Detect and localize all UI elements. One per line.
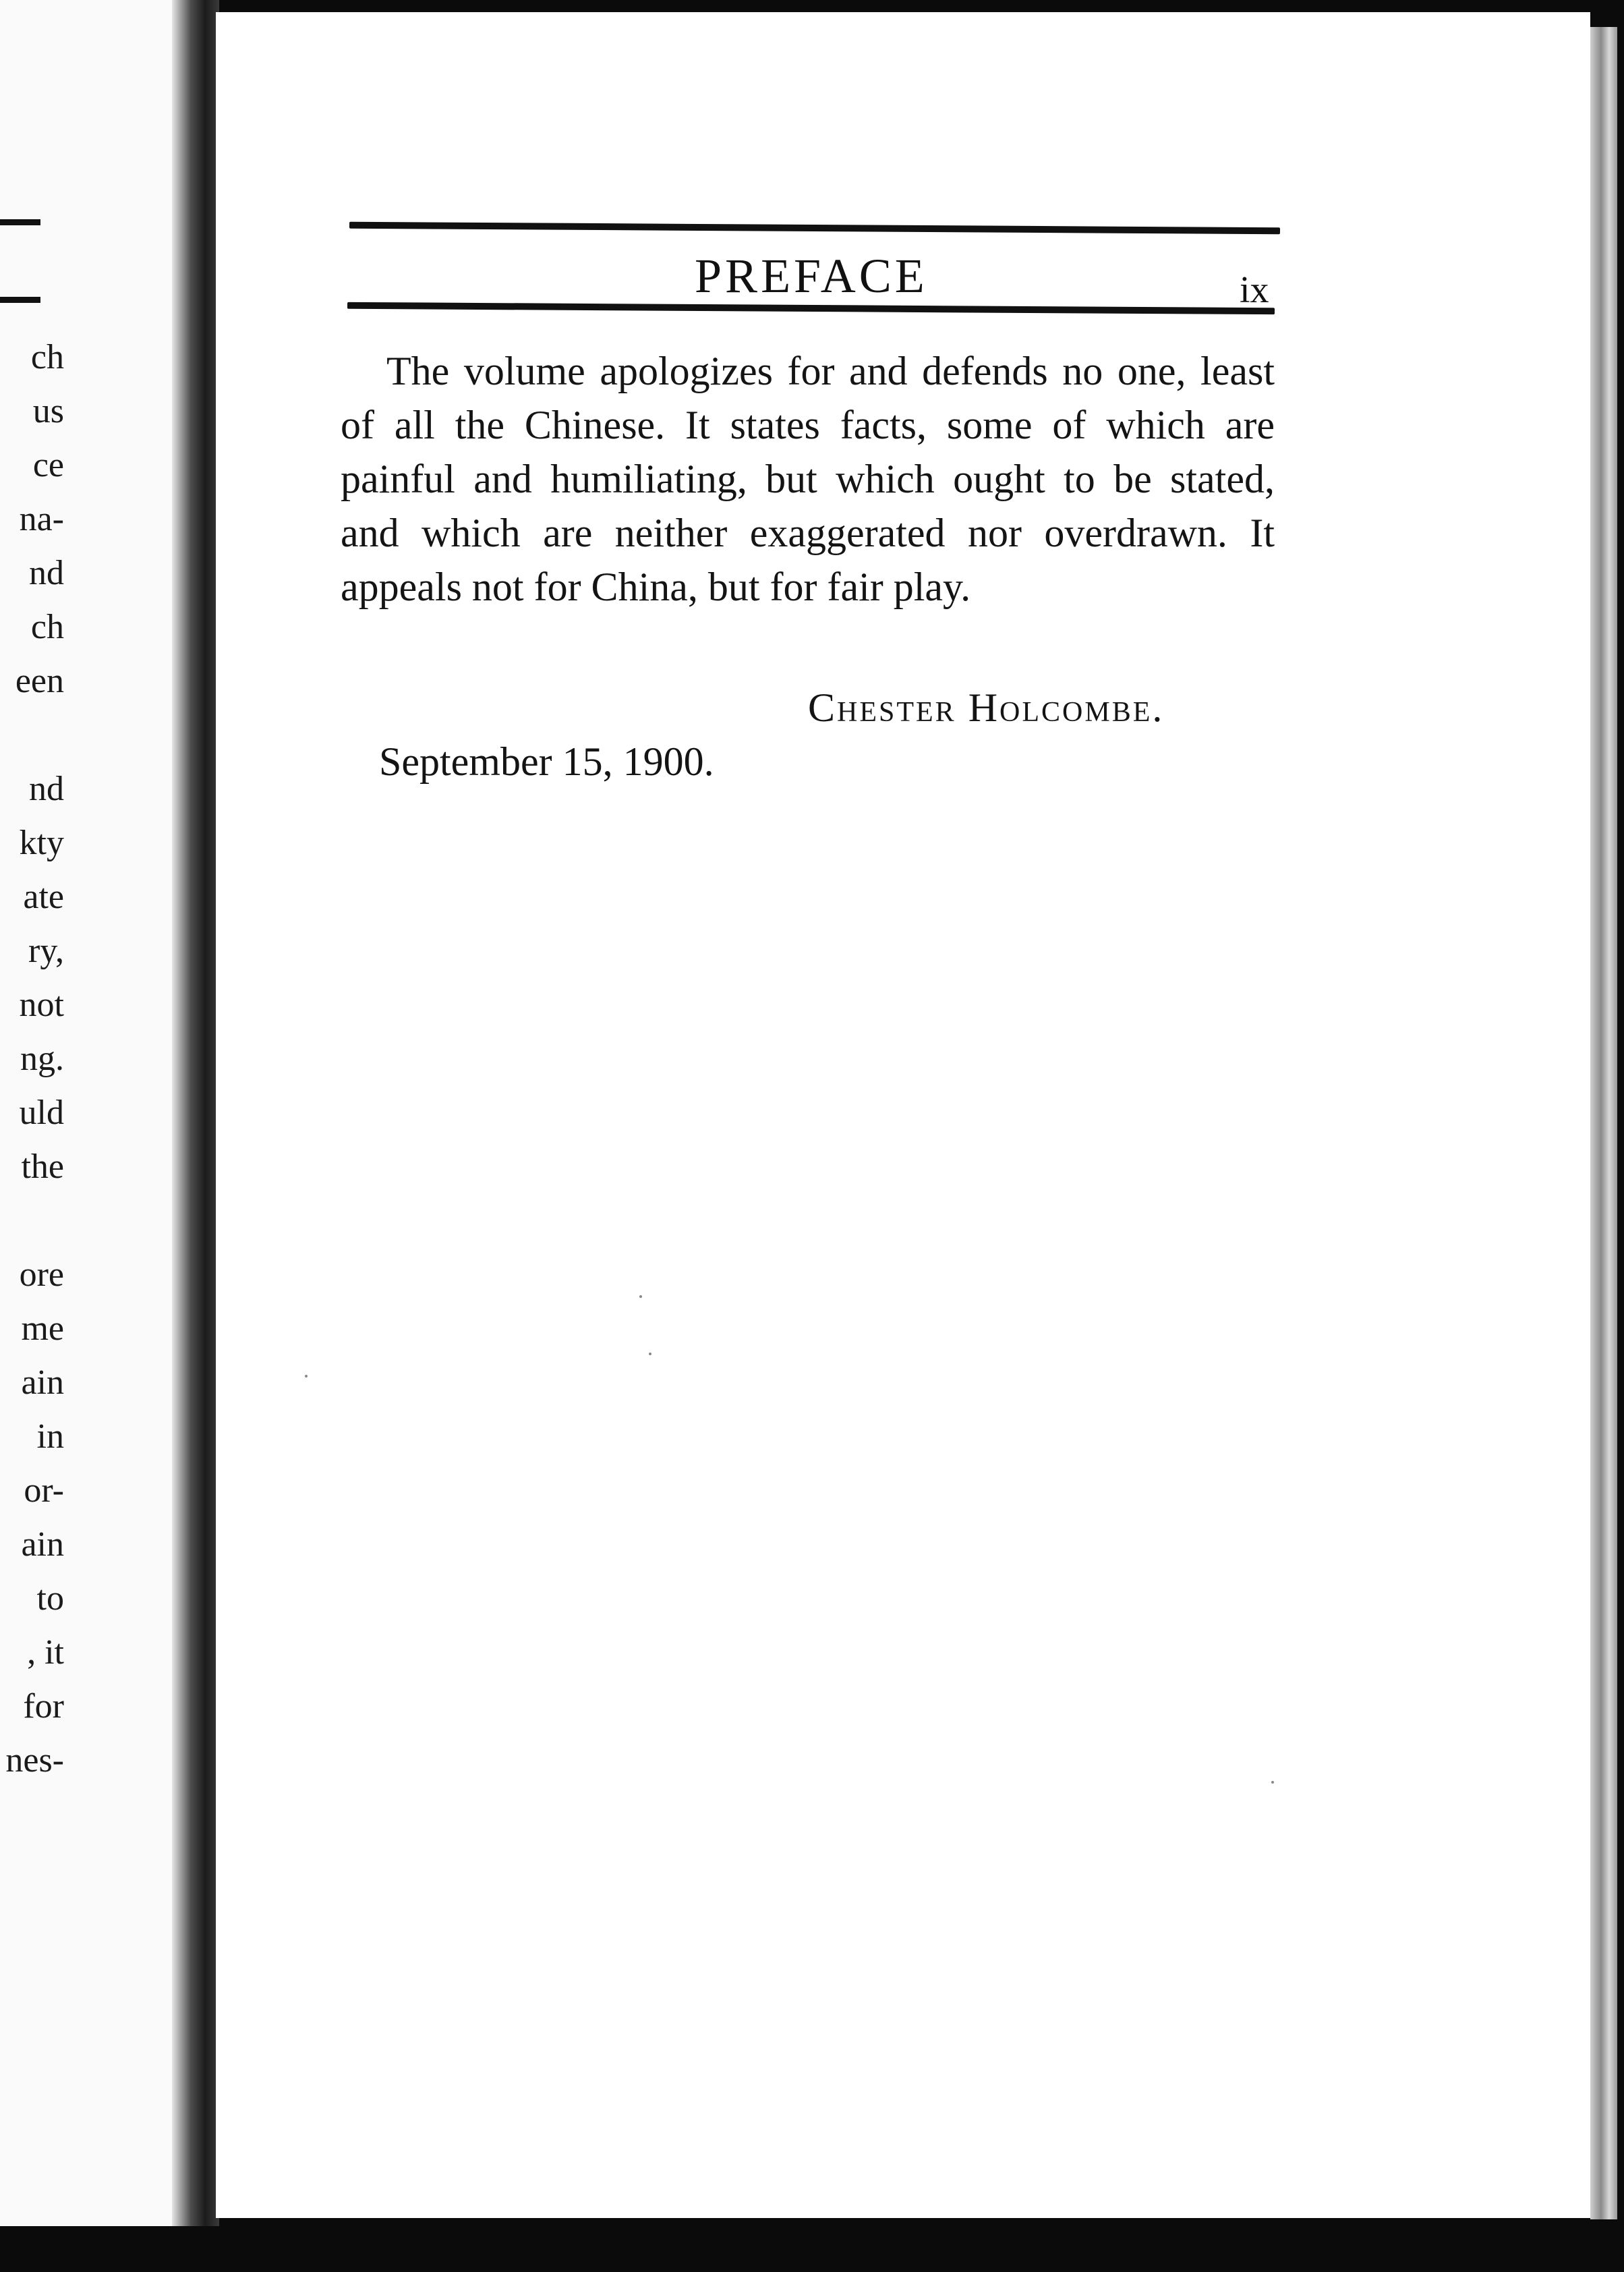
preface-paragraph: The volume apologizes for and defends no one, least of all the Chinese. It states facts, some of which are painful and humiliating, but which ought to be stated, and which are neither exaggerated nor overdrawn. It appeals not for China, but for fair play. — [341, 349, 1275, 609]
left-page-fragment: me — [21, 1309, 64, 1348]
left-page-fragment: ce — [32, 446, 64, 484]
left-page-fragment: ry, — [28, 932, 64, 970]
left-page-fragment: ain — [21, 1363, 64, 1402]
left-page-fragment: the — [21, 1147, 64, 1186]
paper-speck — [649, 1353, 651, 1355]
left-page-rule-top — [0, 219, 40, 225]
left-page-fragment: us — [32, 392, 64, 430]
left-page-fragment: not — [19, 986, 64, 1024]
left-page-fragment: nd — [29, 554, 64, 592]
running-header-title: PREFACE — [695, 249, 928, 303]
page-fore-edge — [1590, 27, 1617, 2219]
left-page-fragment: ng. — [20, 1040, 64, 1078]
author-signature: Chester Holcombe. — [808, 685, 1165, 730]
preface-body — [341, 344, 1275, 614]
left-page-fragment: for — [23, 1687, 64, 1726]
left-page-fragment: ore — [19, 1255, 64, 1294]
left-page-fragment: na- — [19, 500, 64, 538]
left-page-fragment: ain — [21, 1525, 64, 1564]
left-page-fragment: to — [36, 1579, 64, 1618]
left-page-fragment: kty — [19, 824, 64, 862]
left-page-fragment: uld — [19, 1094, 64, 1132]
paper-speck — [639, 1295, 642, 1298]
left-page-rule-bottom — [0, 297, 40, 303]
paper-speck — [305, 1375, 308, 1378]
left-page-fragment: een — [15, 662, 64, 700]
left-page-fragment: nd — [29, 770, 64, 808]
left-page-fragment: ch — [30, 338, 64, 376]
left-page-fragment: ch — [30, 608, 64, 646]
right-page — [216, 12, 1590, 2218]
left-page-fragment: or- — [24, 1471, 64, 1510]
book-gutter — [172, 0, 219, 2226]
left-page-fragment: nes- — [5, 1741, 64, 1780]
left-page-fragment: ate — [23, 878, 64, 916]
left-page-fragment: , it — [27, 1633, 64, 1672]
page-number: ix — [1240, 269, 1269, 311]
left-page-fragment: in — [36, 1417, 64, 1456]
paper-speck — [1271, 1781, 1274, 1784]
preface-date: September 15, 1900. — [379, 739, 714, 784]
